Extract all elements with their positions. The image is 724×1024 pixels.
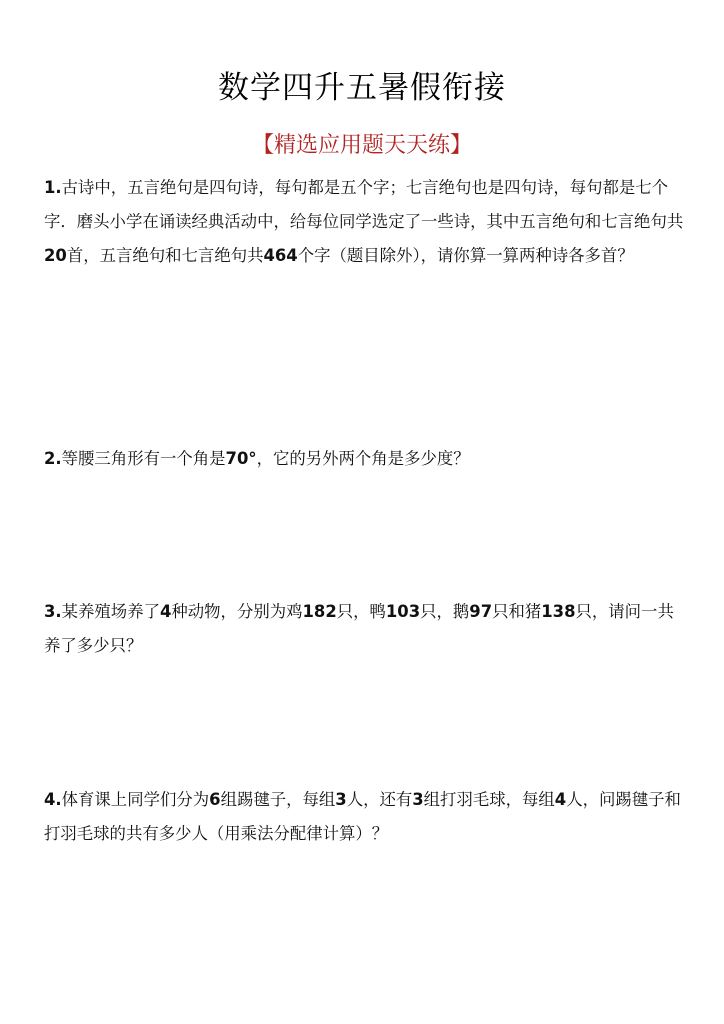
question-text: 组打羽毛球，每组 bbox=[423, 790, 555, 809]
number-value: 138 bbox=[541, 602, 576, 621]
question-number: 2. bbox=[44, 449, 62, 468]
page-title: 数学四升五暑假衔接 bbox=[218, 70, 506, 106]
question-text: 组踢毽子，每组 bbox=[220, 790, 336, 809]
number-value: 103 bbox=[385, 602, 421, 621]
question-text: 某养殖场养了 bbox=[61, 602, 160, 621]
question-text: 首，五言绝句和七言绝句共 bbox=[66, 246, 264, 265]
number-value: 4 bbox=[554, 790, 567, 809]
number-value: 464 bbox=[263, 246, 298, 265]
question-text: 体育课上同学们分为 bbox=[61, 790, 210, 809]
number-value: 3 bbox=[412, 790, 424, 809]
question-3 bbox=[44, 595, 684, 663]
number-value: 3 bbox=[335, 790, 347, 809]
number-value: 97 bbox=[469, 602, 493, 621]
question-text: ，它的另外两个角是多少度？ bbox=[256, 449, 470, 468]
number-value: 6 bbox=[209, 790, 221, 809]
question-text: 种动物，分别为鸡 bbox=[171, 602, 303, 621]
number-value: 182 bbox=[302, 602, 337, 621]
question-text: 个字（题目除外），请你算一算两种诗各多首？ bbox=[297, 246, 634, 265]
question-2 bbox=[44, 442, 684, 476]
number-value: 4 bbox=[159, 602, 172, 621]
question-text: 只，鹅 bbox=[420, 602, 470, 621]
question-number: 3. bbox=[44, 602, 62, 621]
question-text: 只和猪 bbox=[492, 602, 542, 621]
question-text: 人，还有 bbox=[346, 790, 413, 809]
number-value: 20 bbox=[44, 246, 67, 265]
question-number: 4. bbox=[44, 790, 62, 809]
question-text: 人，问踢毽子和打羽毛球的共有多少人（用乘法分配律计算）？ bbox=[44, 790, 681, 843]
question-1 bbox=[44, 171, 684, 273]
subtitle: 【精选应用题天天练】 bbox=[251, 133, 472, 158]
question-4 bbox=[44, 783, 684, 851]
question-text: 只，鸭 bbox=[336, 602, 386, 621]
number-value: 70° bbox=[225, 449, 257, 468]
question-text: 等腰三角形有一个角是 bbox=[61, 449, 226, 468]
question-number: 1. bbox=[44, 178, 62, 197]
question-text: 只，请问一共养了多少只？ bbox=[44, 602, 674, 655]
question-text: 古诗中，五言绝句是四句诗，每句都是五个字；七言绝句也是四句诗，每句都是七个字．磨头小学在诵读经典活动中，给每位同学选定了一些诗，其中五言绝句和七言绝句共 bbox=[44, 178, 684, 231]
